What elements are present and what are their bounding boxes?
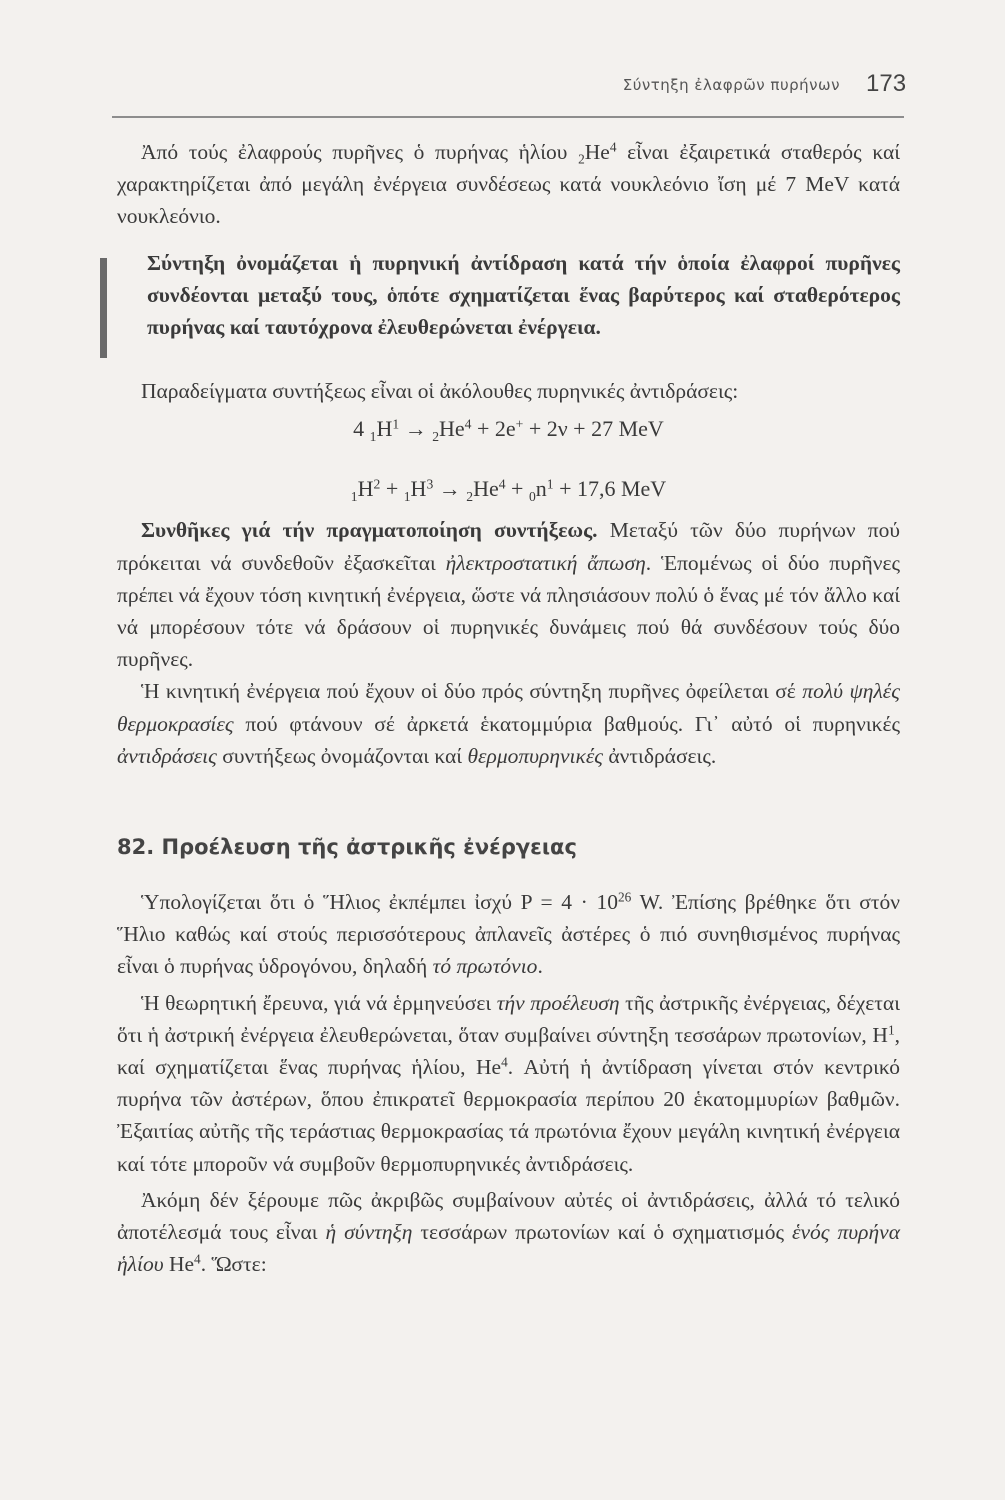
text-run: τῆς ἀστρικῆς ἐνέργειας, δέχεται ὅτι ἡ ἀστρική ἐνέργεια ἐλευθερώνεται, ὅταν συμβαίνει σύντηξη τεσσάρων πρωτονίων, H: [117, 990, 900, 1047]
italic-run: ἠλεκτροστατική ἄπωση: [445, 550, 646, 575]
superscript: 2: [373, 476, 381, 492]
text-run: Ἀπό τούς ἐλαφρούς πυρῆνες ὁ πυρήνας ἡλίου: [141, 140, 579, 164]
superscript: 4: [609, 139, 617, 155]
subscript: 1: [403, 489, 411, 505]
running-header: Σύντηξη ἐλαφρῶν πυρήνων: [622, 76, 840, 94]
text-run: Ἀκόμη δέν ξέρουμε πῶς ἀκριβῶς συμβαίνουν αὐτές οἱ ἀντιδράσεις, ἀλλά τό τελικό ἀποτέλεσμά τους εἶναι: [117, 1187, 900, 1245]
definition-block: [117, 247, 900, 344]
text-run: +: [380, 476, 404, 502]
definition-marker-bar: [100, 258, 107, 358]
text-run: Ὑπολογίζεται ὅτι ὁ Ἥλιος ἐκπέμπει ἰσχύ P = 4 · 10: [141, 890, 618, 915]
text-run: W. Ἐπίσης βρέθηκε ὅτι στόν Ἥλιο καθώς καί στούς περισσότερους ἀπλανεῖς ἀστέρες ὁ πιό συνηθισμένος πυρήνας εἶναι ὁ πυρήνας ὑδρογόνου, δηλαδή: [117, 890, 900, 979]
fusion-definition: Σύντηξη ὀνομάζεται ἡ πυρηνική ἀντίδραση κατά τήν ὁποία ἐλαφροί πυρῆνες συνδέονται μεταξύ τους, ὁπότε σχηματίζεται ἕνας βαρύτερος καί σταθερότερος πυρήνας καί ταυτόχρονα ἐλευθερώνεται ἐνέργεια.: [147, 250, 900, 340]
text-run: εἶναι ἐξαιρετικά σταθερός καί χαρακτηρίζεται ἀπό μεγάλη ἐνέργεια συνδέσεως κατά νουκλεόνιο ἴση μέ 7 MeV κατά νουκλεόνιο.: [117, 140, 901, 229]
text-run: He: [163, 1252, 195, 1277]
subscript: 1: [350, 489, 358, 505]
superscript: 1: [546, 476, 554, 492]
superscript: 4: [501, 1054, 508, 1070]
italic-run: τό πρωτόνιο: [432, 954, 538, 979]
superscript: 4: [498, 476, 506, 492]
superscript: 26: [617, 889, 632, 905]
examples-intro: Παραδείγματα συντήξεως εἶναι οἱ ἀκόλουθες πυρηνικές ἀντιδράσεις:: [141, 379, 739, 404]
text-run: n: [535, 476, 547, 502]
subscript: 2: [432, 429, 439, 445]
text-run: He: [473, 476, 499, 502]
paragraph-theory: [117, 987, 900, 1180]
paragraph-helium-stability: [117, 136, 900, 233]
text-run: Ἡ κινητική ἐνέργεια πού ἔχουν οἱ δύο πρός σύντηξη πυρῆνες ὀφείλεται σέ: [141, 679, 803, 704]
section-title: Προέλευση τῆς ἀστρικῆς ἐνέργειας: [161, 835, 577, 860]
header-rule: [112, 116, 904, 118]
bold-run: Συνθῆκες γιά τήν πραγματοποίηση συντήξεως.: [141, 518, 598, 543]
italic-run: πολύ ψηλές θερμοκρασίες: [117, 679, 900, 736]
italic-run: ἡ σύντηξη: [325, 1220, 413, 1245]
paragraph-sun-power: [117, 886, 900, 983]
paragraph-kinetic-energy: [117, 675, 900, 772]
page-number: 173: [866, 70, 907, 97]
paragraph-conditions: [117, 514, 900, 675]
superscript: 4: [464, 416, 472, 432]
text-run: H: [357, 476, 374, 502]
subscript: 2: [466, 489, 474, 505]
text-run: συντήξεως ὀνομάζονται καί: [216, 743, 468, 768]
text-run: πού φτάνουν σέ ἀρκετά ἑκατομμύρια βαθμούς. Γι᾽ αὐτό οἱ πυρηνικές: [233, 711, 900, 736]
text-run: . Αὐτή ἡ ἀντίδραση γίνεται στόν κεντρικό πυρήνα τῶν ἀστέρων, ὅπου ἐπικρατεῖ θερμοκρασία περίπου 20 ἑκατομμυρίων βαθμῶν. Ἐξαιτίας αὐτῆς τῆς τεράστιας θερμοκρασίας τά πρωτόνια ἔχουν μεγάλη κινητική ἐνέργεια καί τότε μποροῦν νά συμβοῦν θερμοπυρηνικές ἀντιδράσεις.: [117, 1055, 900, 1176]
italic-run: ἀντιδράσεις: [117, 743, 217, 768]
subscript: 1: [369, 429, 377, 445]
text-run: + 2e: [471, 416, 516, 442]
text-column: [117, 136, 900, 1280]
section-heading: [117, 832, 900, 862]
text-run: →: [433, 476, 467, 502]
subscript: 2: [578, 151, 585, 167]
text-run: τεσσάρων πρωτονίων καί ὁ σχηματισμός: [412, 1220, 793, 1245]
text-run: H: [410, 476, 427, 502]
text-run: , καί σχηματίζεται ἕνας πυρήνας ἡλίου, He: [117, 1022, 900, 1080]
text-run: . Ἑπομένως οἱ δύο πυρῆνες πρέπει νά ἔχουν τόση κινητική ἐνέργεια, ὥστε νά πλησιάσουν πολύ ὁ ἕνας μέ τόν ἄλλο καί νά μπορέσουν τότε νά δράσουν οἱ πυρηνικές δυνάμεις πού θά συνδέσουν τούς δύο πυρῆνες.: [117, 550, 900, 672]
italic-run: θερμοπυρηνικές: [467, 743, 604, 768]
text-run: →: [399, 416, 433, 442]
italic-run: ἑνός πυρήνα ἡλίου: [117, 1220, 900, 1277]
text-run: + 17,6 MeV: [553, 476, 667, 502]
text-run: He: [584, 140, 610, 164]
text-run: .: [537, 954, 543, 979]
superscript: 1: [887, 1022, 895, 1038]
text-run: 4: [353, 416, 370, 442]
superscript: 4: [194, 1251, 201, 1267]
text-run: . Ὥστε:: [200, 1252, 267, 1277]
paragraph-conclusion: [117, 1184, 900, 1281]
section-number: 82.: [117, 835, 155, 860]
text-run: + 2ν + 27 MeV: [523, 416, 664, 442]
superscript: 3: [426, 476, 434, 492]
text-run: Μεταξύ τῶν δύο πυρήνων πού πρόκειται νά συνδεθοῦν ἐξασκεῖται: [117, 518, 901, 575]
text-run: ἀντιδράσεις.: [603, 743, 717, 768]
equation-1: [117, 413, 900, 445]
equation-2: [117, 473, 900, 505]
text-run: H: [376, 416, 393, 442]
text-run: He: [439, 416, 465, 442]
text-run: +: [505, 476, 529, 502]
text-run: Ἡ θεωρητική ἔρευνα, γιά νά ἑρμηνεύσει: [141, 990, 497, 1015]
subscript: 0: [528, 489, 536, 505]
superscript: 1: [392, 416, 400, 432]
superscript: +: [515, 416, 524, 432]
italic-run: τήν προέλευση: [496, 990, 620, 1015]
